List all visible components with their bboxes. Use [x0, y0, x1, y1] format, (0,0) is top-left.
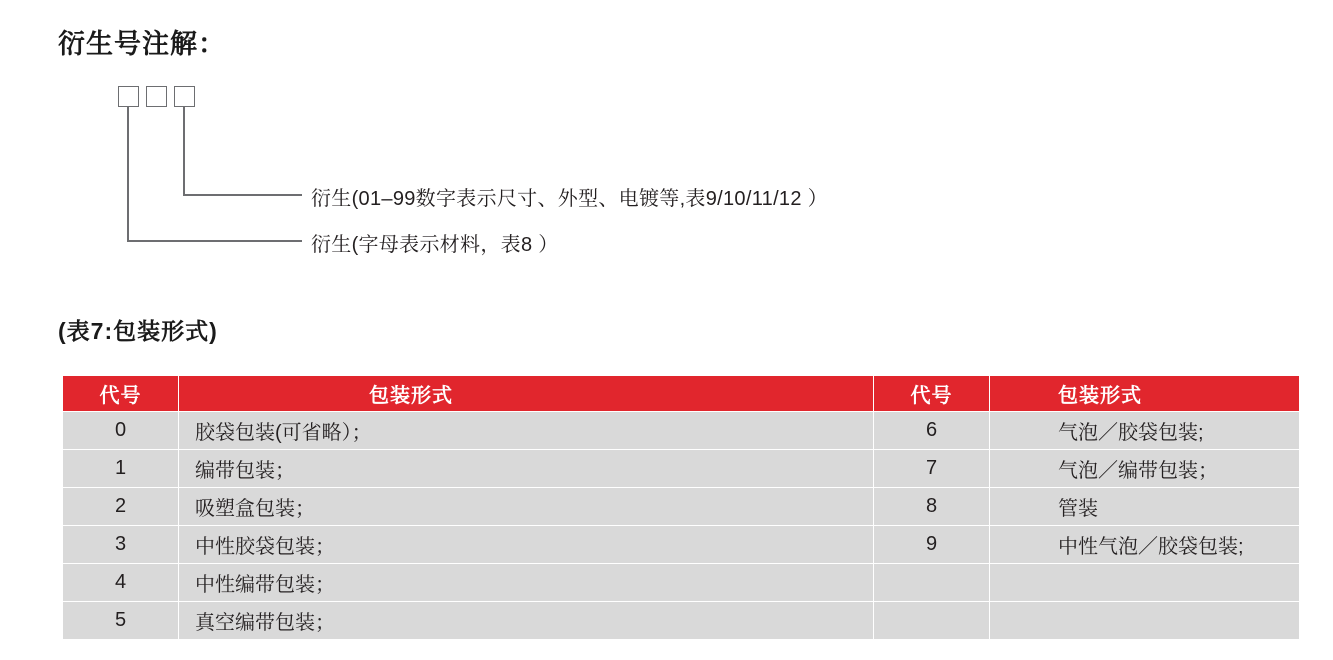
- code-box-3: [174, 86, 195, 107]
- leader-label-upper: 衍生(01–99数字表示尺寸、外型、电镀等,表9/10/11/12 ）: [311, 188, 828, 210]
- table-header-row: [63, 376, 1300, 412]
- code-box-2: [146, 86, 167, 107]
- cell-code-left: 3: [63, 526, 179, 564]
- table-row: [63, 526, 1300, 564]
- code-box-1: [118, 86, 139, 107]
- table-header: [63, 376, 1300, 412]
- cell-code-left: 0: [63, 412, 179, 450]
- cell-code-left: 4: [63, 564, 179, 602]
- cell-code-right: 9: [874, 526, 990, 564]
- cell-code-left: 5: [63, 602, 179, 640]
- cell-code-right: 7: [874, 450, 990, 488]
- cell-code-right: 8: [874, 488, 990, 526]
- derivative-code-diagram: [58, 70, 1018, 280]
- leader-label-lower: 衍生(字母表示材料，表8 ）: [311, 234, 559, 256]
- cell-desc-left: 中性编带包装；: [179, 564, 874, 602]
- packaging-form-table: [62, 375, 1300, 640]
- cell-desc-right: [990, 564, 1300, 602]
- table-row: [63, 564, 1300, 602]
- header-desc-right: 包装形式: [990, 376, 1300, 412]
- leader-line-lower-vertical: [127, 106, 129, 242]
- cell-desc-right: 中性气泡／胶袋包装;: [990, 526, 1300, 564]
- header-code-right: 代号: [874, 376, 990, 412]
- cell-code-right: [874, 564, 990, 602]
- header-code-left: 代号: [63, 376, 179, 412]
- table-row: [63, 450, 1300, 488]
- leader-line-upper-vertical: [183, 106, 185, 196]
- cell-desc-left: 吸塑盒包装；: [179, 488, 874, 526]
- cell-code-left: 2: [63, 488, 179, 526]
- cell-desc-right: 管装: [990, 488, 1300, 526]
- cell-desc-right: [990, 602, 1300, 640]
- table-row: [63, 602, 1300, 640]
- cell-desc-left: 胶袋包装(可省略）；: [179, 412, 874, 450]
- leader-line-upper-horizontal: [183, 194, 302, 196]
- cell-code-right: [874, 602, 990, 640]
- cell-desc-right: 气泡／编带包装；: [990, 450, 1300, 488]
- notes-section-title: 衍生号注解：: [58, 29, 226, 59]
- leader-line-lower-horizontal: [127, 240, 302, 242]
- table-row: [63, 488, 1300, 526]
- cell-code-left: 1: [63, 450, 179, 488]
- table-row: [63, 412, 1300, 450]
- cell-desc-left: 真空编带包装；: [179, 602, 874, 640]
- cell-desc-left: 中性胶袋包装；: [179, 526, 874, 564]
- table-section-title: (表7:包装形式): [58, 318, 218, 344]
- table-body: [63, 412, 1300, 640]
- header-desc-left: 包装形式: [179, 376, 874, 412]
- cell-desc-right: 气泡／胶袋包装;: [990, 412, 1300, 450]
- cell-code-right: 6: [874, 412, 990, 450]
- cell-desc-left: 编带包装；: [179, 450, 874, 488]
